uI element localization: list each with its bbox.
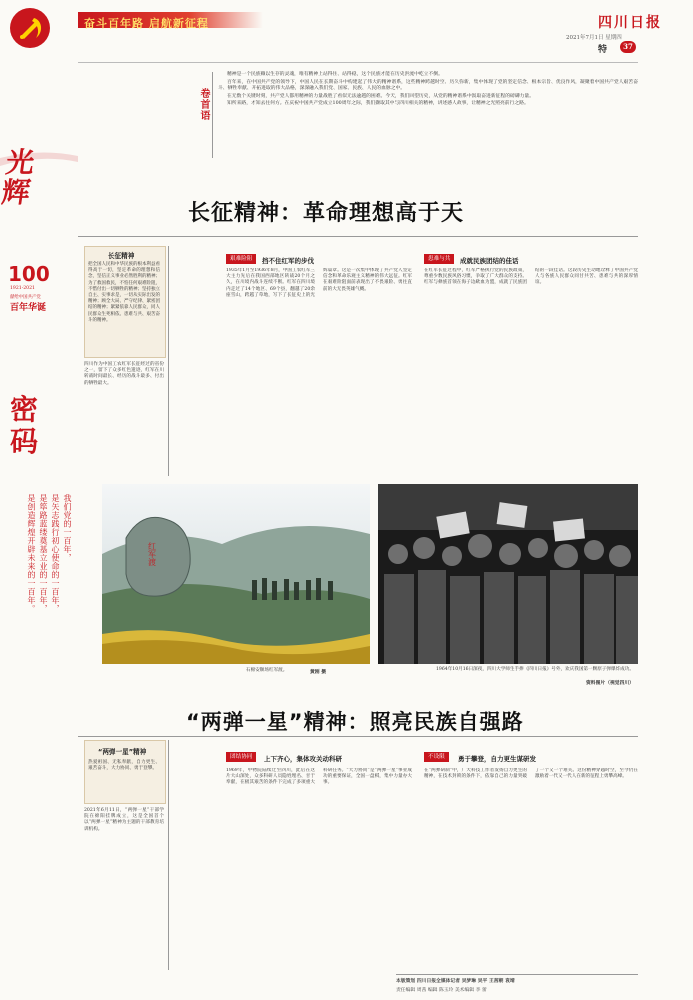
slogan-banner (78, 12, 263, 28)
article2-box-note: 2021年6月11日，“两弹一星”干部学院在绵阳挂牌成立，这是全国首个以“两弹一星”精神为主题的干部教育培训机构。 (84, 808, 164, 832)
article1-section2-tag: 患难与共 (424, 254, 454, 264)
page-header (0, 0, 693, 55)
article2-box-text: 热爱祖国、无私奉献，自力更生、艰苦奋斗，大力协同、勇于登攀。 (88, 760, 160, 772)
article1-box-note: 四川作为中国工农红军长征经过的省份之一，留下了众多红色遗迹，红军在川转战时间最长、经历的战斗最多、付出的牺牲最大。 (84, 362, 164, 386)
code-title: 密码 (10, 393, 39, 458)
article1-box-text: 把全国人民和中华民族的根本利益看得高于一切，坚定革命的理想和信念，坚信正义事业必然胜利的精神；为了救国救民，不怕任何艰难险阻，不惜付出一切牺牲的精神；坚持独立自主、实事求是，一切从实际出发的精神；顾全大局、严守纪律、紧密团结的精神；紧紧依靠人民群众，同人民群众生死相依、患难与共、艰苦奋斗的精神。 (88, 262, 160, 323)
issue-date: 2021年7月1日 星期四 (566, 35, 622, 41)
special-label: 特 (598, 45, 608, 55)
brand-title: 光辉 (0, 146, 37, 209)
vertical-quote-1: 我们党的一百年， (63, 494, 72, 562)
photo2-caption: 1964年10月16日深夜，四川大学师生手捧《四川日报》号外，欢庆我国第一颗原子弹爆炸成功。 (436, 667, 634, 672)
article2-section2-text: 在“两弹研制”中，广大科技工作者发扬自力更生的精神，在技术封锁的条件下，依靠自己的力量突破了一个又一个难关。这份精神穿越时空，至今仍在激励着一代又一代人在新的征程上勇攀高峰。 (424, 768, 638, 780)
article1-section2-title: 成就民族团结的佳话 (460, 257, 519, 265)
article2-section1-text: 1969年，中物院陆续迁至四川，此后在这片大山深处，众多科研人员隐姓埋名、甘于奉献，在极其艰苦的条件下完成了多项重大科研任务。“大力协同”是“两弹一星”事业成功的重要保证，全国一盘棋，集中力量办大事。 (226, 768, 412, 786)
article2-section1-tag: 团结协同 (226, 752, 256, 762)
article2-section2-tag: 不设限 (424, 752, 449, 762)
footer-editors: 本版策划 四川日报全媒体记者 吴梦琳 吴平 王茜朝 袁靖 (396, 978, 515, 984)
brand-celebrate: 献给中国共产党 (10, 295, 41, 300)
intro-label: 卷首语 (198, 88, 209, 121)
brand-number: 100 (8, 262, 50, 286)
party-emblem-icon (8, 6, 52, 50)
svg-text:红军渡: 红军渡 (147, 542, 157, 566)
article2-section1-title: 上下齐心，集体攻关动科研 (264, 755, 342, 763)
paper-name: 四川日报 (598, 15, 662, 31)
footer-editors-2: 责任编辑 周茜 编辑 陈玉玲 美术编辑 李 蕾 (396, 988, 487, 993)
brand-years: 1921-2021 (10, 286, 35, 291)
article2-headline-rule (78, 736, 638, 737)
brand-century: 百年华诞 (10, 303, 47, 313)
page-number-badge: 37 (620, 41, 636, 53)
article1-section1-tag: 艰难险阻 (226, 254, 256, 264)
intro-paragraph: 知所来路，才知去往何方。在庆祝中国共产党成立100周年之际，我们撷取其中与四川相关的精神，讲述感人故事，让精神之光照亮前行之路。 (227, 101, 529, 107)
intro-divider (212, 72, 213, 158)
article1-headline: 长征精神：革命理想高于天 (188, 201, 465, 226)
intro-paragraph: 在无数个关键时刻，共产党人都用精神的力量战胜了看似无法逾越的困难。今天，我们回望历史，从党的精神谱系中汲取奋进新征程的磅礴力量。 (227, 93, 535, 99)
article2-headline: “两弹一星”精神：照亮民族自强路 (186, 710, 524, 734)
slogan-text: 奋斗百年路 启航新征程 (84, 17, 209, 30)
intro-paragraph: 精神是一个民族赖以生存的灵魂，唯有精神上站得住、站得稳，这个民族才能在历史洪流中屹立不倒。 (227, 72, 443, 77)
article1-section2-text: 在红军长征过程中，红军严格执行党的民族政策，尊重少数民族风俗习惯，争取了广大群众的支持。红军与彝族首领在海子边歃血为盟，成就了民族团结的一段佳话。这段历史生动地诠释了中国共产党人与各族人民群众同甘共苦、患难与共的深厚情谊。 (424, 268, 638, 286)
photo2-credit: 资料图片（视觉四川） (586, 680, 634, 686)
header-divider (78, 62, 638, 63)
footer-rule (396, 974, 638, 975)
vertical-quote-2: 是矢志践行初心使命的一百年， (51, 494, 60, 613)
photo-red-army-ferry (102, 484, 370, 664)
photo1-caption: 石棉安顺场红军渡。 (246, 668, 288, 673)
article1-headline-rule (78, 236, 638, 237)
article2-section2-title: 勇于攀登，自力更生谋研发 (458, 755, 536, 763)
article1-section1-title: 挡不住红军的步伐 (262, 257, 314, 265)
column-divider (168, 740, 169, 970)
article2-box-title: “两弹一星”精神 (98, 748, 147, 756)
intro-paragraph: 百年来，在中国共产党的领导下，中国人民在长期奋斗中构建起了伟大的精神谱系，这些精神跨越时空、历久弥新，集中体现了党的坚定信念、根本宗旨、优良作风，凝聚着中国共产党人艰苦奋斗、牺牲奉献、开拓进取的伟大品格，深深融入我们党、国家、民族、人民的血脉之中。 (218, 79, 638, 92)
photo-students-celebrate (378, 484, 638, 664)
article1-box-title: 长征精神 (108, 252, 135, 260)
photo1-credit: 黄刚 摄 (310, 669, 327, 675)
vertical-quote-3: 是筚路蓝缕奠基立业的一百年， (39, 494, 48, 613)
vertical-quote-4: 是创造辉煌开辟未来的一百年。 (27, 494, 36, 613)
article1-section1-text: 1935年1月至1936年8月，中国工农红军三大主力先后在我国西部地区转战20个月之久，在川境内战斗连续不断。红军在四川境内走过了14个地区、69个县，翻越了20余座雪山，跨越了草地，写下了长征史上的光辉篇章。这是一次集中体现了共产党人坚定信念和革命乐观主义精神的伟大远征。红军在艰难险阻面前表现出了不畏艰险、勇往直前的大无畏英雄气概。 (226, 268, 412, 298)
column-divider (168, 246, 169, 476)
intro-text (218, 72, 638, 109)
